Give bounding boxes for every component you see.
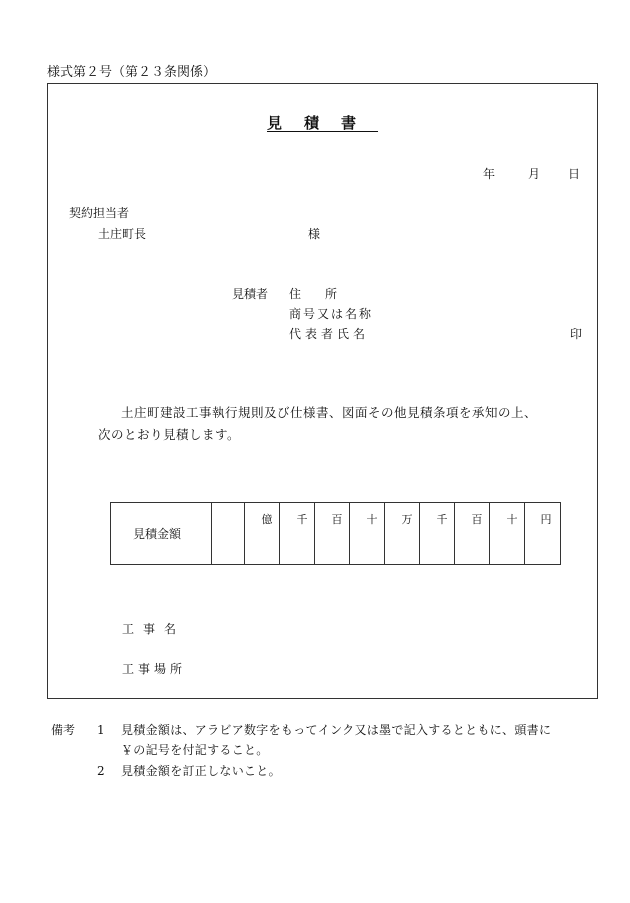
addressee-title: 契約担当者 bbox=[69, 206, 130, 220]
body-text-line-2: 次のとおり見積します。 bbox=[98, 427, 241, 442]
addressee-honorific: 様 bbox=[308, 227, 321, 241]
date-year-label: 年 bbox=[483, 167, 496, 181]
body-text-line-1: 土庄町建設工事執行規則及び仕様書、図面その他見積条項を承知の上、 bbox=[121, 405, 538, 420]
note-number-2: 2 bbox=[97, 764, 105, 778]
amount-table-divider bbox=[244, 503, 245, 564]
amount-table bbox=[110, 502, 561, 565]
note-1-line-1: 見積金額は、アラビア数字をもってインク又は墨で記入するとともに、頭書に bbox=[121, 723, 552, 737]
addressee-name: 土庄町長 bbox=[98, 227, 147, 241]
amount-unit-juu-man: 十 bbox=[366, 513, 378, 526]
date-day-label: 日 bbox=[568, 167, 581, 181]
amount-unit-sen: 千 bbox=[436, 513, 448, 526]
note-2-line-1: 見積金額を訂正しないこと。 bbox=[121, 764, 281, 778]
estimator-address-label: 住 所 bbox=[289, 287, 338, 301]
note-number-1: 1 bbox=[97, 723, 105, 737]
estimator-label: 見積者 bbox=[232, 287, 269, 301]
estimator-representative-label: 代表者氏名 bbox=[289, 327, 370, 341]
amount-unit-oku: 億 bbox=[261, 513, 273, 526]
notes-heading: 備考 bbox=[51, 723, 76, 737]
work-location-label: 工事場所 bbox=[122, 662, 187, 676]
estimator-company-label: 商号又は名称 bbox=[289, 307, 374, 321]
amount-table-divider bbox=[211, 503, 212, 564]
amount-unit-man: 万 bbox=[401, 513, 413, 526]
estimate-form-frame bbox=[47, 83, 598, 699]
form-number-label: 様式第２号（第２３条関係） bbox=[47, 65, 217, 80]
date-month-label: 月 bbox=[528, 167, 541, 181]
amount-unit-sen-man: 千 bbox=[296, 513, 308, 526]
document-title: 見積書 bbox=[267, 114, 379, 132]
amount-label: 見積金額 bbox=[133, 527, 182, 541]
seal-mark-label: 印 bbox=[570, 327, 583, 341]
amount-unit-juu: 十 bbox=[506, 513, 518, 526]
work-name-label: 工事名 bbox=[122, 622, 186, 636]
amount-unit-yen: 円 bbox=[540, 513, 552, 526]
note-1-line-2: ￥の記号を付記すること。 bbox=[121, 743, 269, 757]
amount-unit-hyaku-man: 百 bbox=[331, 513, 343, 526]
amount-unit-hyaku: 百 bbox=[471, 513, 483, 526]
